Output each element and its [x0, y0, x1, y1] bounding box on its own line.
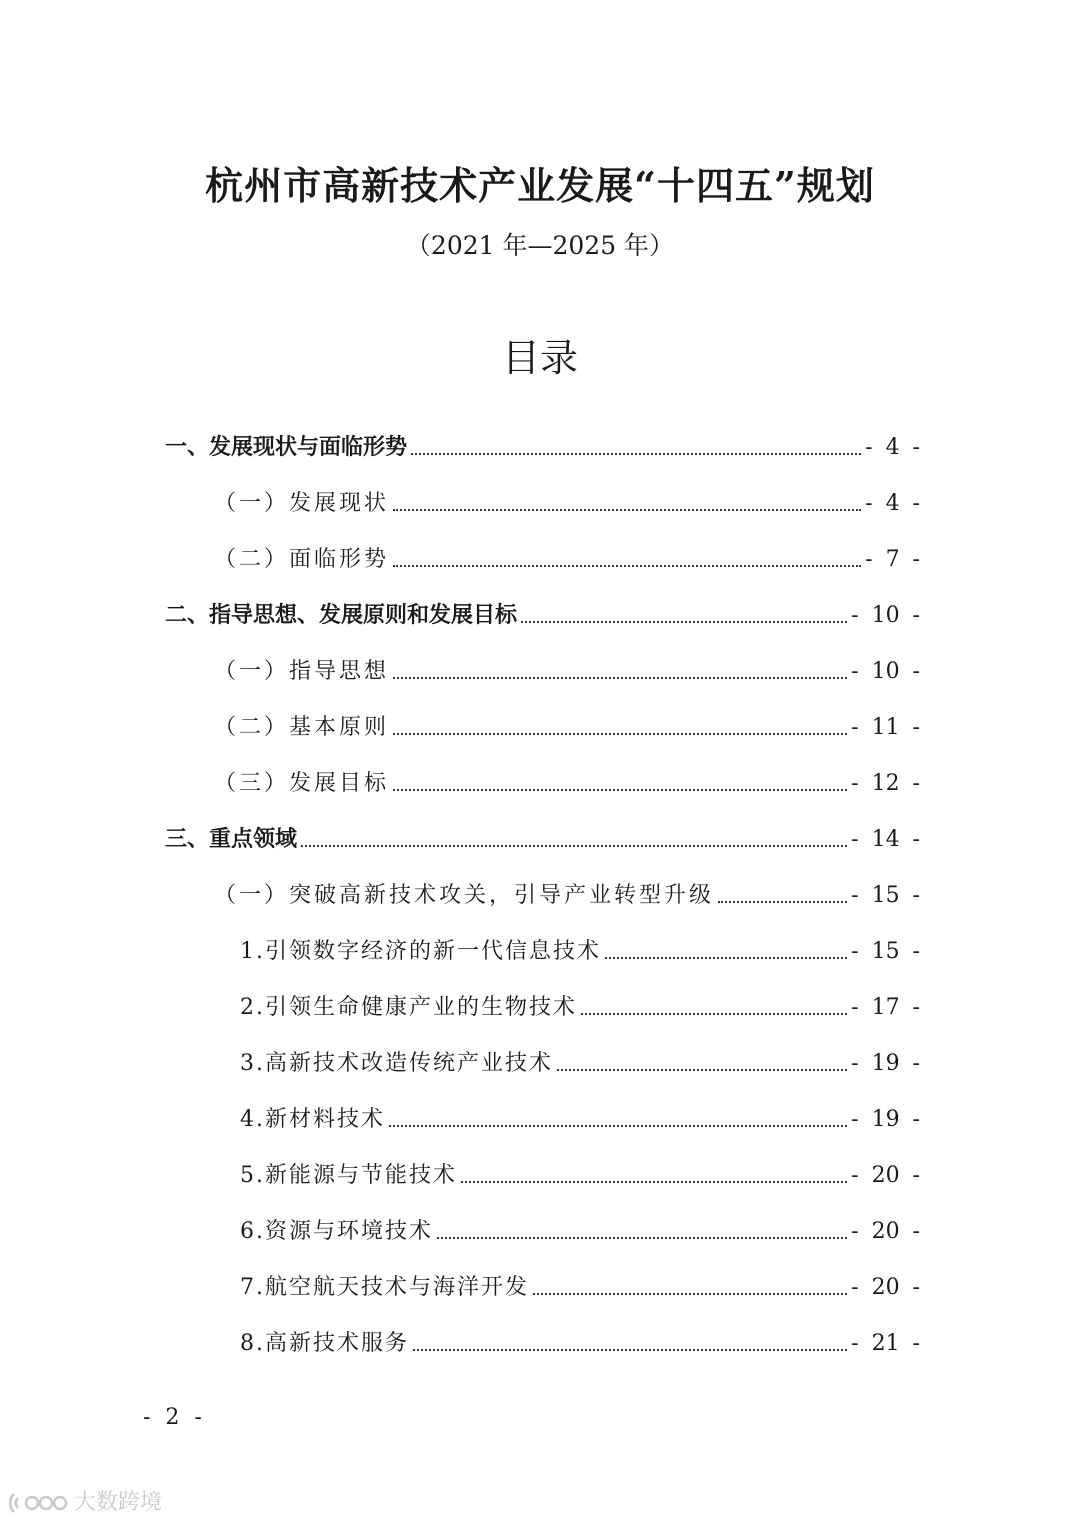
toc-entry-label: （三）发展目标: [214, 771, 390, 796]
toc-entry[interactable]: [240, 1263, 920, 1303]
toc-entry-label: （二）基本原则: [214, 715, 390, 740]
toc-dot-leader: [393, 677, 847, 679]
toc-entry-label: （一）发展现状: [214, 491, 390, 516]
toc-dot-leader: [393, 509, 861, 511]
toc-entry-label: （一）突破高新技术攻关，引导产业转型升级: [214, 883, 715, 908]
toc-dot-leader: [393, 565, 861, 567]
toc-heading: 目录: [501, 336, 578, 380]
document-title: 杭州市高新技术产业发展“十四五”规划: [205, 163, 875, 208]
toc-entry-page: - 20 -: [851, 1219, 920, 1244]
toc-entry[interactable]: [165, 423, 920, 463]
toc-entry-page: - 19 -: [851, 1051, 920, 1076]
toc-dot-leader: [411, 453, 861, 455]
toc-entry-label: 二、指导思想、发展原则和发展目标: [165, 603, 518, 628]
toc-dot-leader: [301, 845, 847, 847]
toc-entry-label: 5.新能源与节能技术: [240, 1163, 457, 1188]
toc-entry-page: - 15 -: [851, 883, 920, 908]
toc-dot-leader: [393, 789, 847, 791]
toc-entry-page: - 20 -: [851, 1163, 920, 1188]
toc-entry-page: - 7 -: [865, 547, 920, 572]
toc-entry[interactable]: [240, 983, 920, 1023]
toc-entry-page: - 10 -: [851, 659, 920, 684]
toc-entry-page: - 15 -: [851, 939, 920, 964]
toc-entry[interactable]: [214, 759, 920, 799]
toc-entry-page: - 21 -: [851, 1331, 920, 1356]
toc-entry-label: 8.高新技术服务: [240, 1331, 409, 1356]
toc-entry-page: - 14 -: [851, 827, 920, 852]
watermark: [8, 1488, 162, 1518]
toc-entry-label: 一、发展现状与面临形势: [165, 435, 408, 460]
toc-entry-label: （二）面临形势: [214, 547, 390, 572]
toc-entry-label: 4.新材料技术: [240, 1107, 385, 1132]
toc-entry-label: （一）指导思想: [214, 659, 390, 684]
watermark-text: 大数跨境: [74, 1490, 163, 1515]
brand-logo-icon: [8, 1490, 68, 1516]
toc-dot-leader: [718, 901, 847, 903]
toc-entry[interactable]: [240, 927, 920, 967]
toc-dot-leader: [461, 1181, 847, 1183]
toc-entry-label: 2.引领生命健康产业的生物技术: [240, 995, 577, 1020]
toc-entry[interactable]: [214, 703, 920, 743]
toc-entry-label: 7.航空航天技术与海洋开发: [240, 1275, 529, 1300]
toc-entry[interactable]: [240, 1039, 920, 1079]
toc-entry[interactable]: [214, 479, 920, 519]
toc-entry[interactable]: [240, 1151, 920, 1191]
toc-entry-page: - 4 -: [865, 435, 920, 460]
toc-dot-leader: [437, 1237, 847, 1239]
toc-entry[interactable]: [214, 647, 920, 687]
page-number: - 2 -: [143, 1405, 202, 1430]
toc-entry-page: - 19 -: [851, 1107, 920, 1132]
document-subtitle: （2021 年—2025 年）: [405, 231, 675, 260]
toc-entry[interactable]: [240, 1095, 920, 1135]
toc-entry[interactable]: [214, 871, 920, 911]
toc-entry[interactable]: [240, 1207, 920, 1247]
toc-entry-label: 6.资源与环境技术: [240, 1219, 433, 1244]
toc-entry[interactable]: [240, 1319, 920, 1359]
toc-entry-page: - 17 -: [851, 995, 920, 1020]
toc-dot-leader: [557, 1069, 847, 1071]
toc-dot-leader: [393, 733, 847, 735]
toc-entry[interactable]: [165, 591, 920, 631]
toc-entry[interactable]: [214, 535, 920, 575]
toc-entry-page: - 4 -: [865, 491, 920, 516]
toc-entry-page: - 11 -: [851, 715, 920, 740]
toc-entry-label: 三、重点领域: [165, 827, 298, 852]
toc-dot-leader: [389, 1125, 847, 1127]
toc-dot-leader: [521, 621, 847, 623]
toc-dot-leader: [413, 1349, 847, 1351]
toc-entry-page: - 12 -: [851, 771, 920, 796]
toc-entry-page: - 10 -: [851, 603, 920, 628]
toc-dot-leader: [581, 1013, 847, 1015]
toc-entry-label: 1.引领数字经济的新一代信息技术: [240, 939, 601, 964]
toc-dot-leader: [605, 957, 847, 959]
toc-entry-page: - 20 -: [851, 1275, 920, 1300]
toc-dot-leader: [533, 1293, 847, 1295]
toc-entry-label: 3.高新技术改造传统产业技术: [240, 1051, 553, 1076]
toc-entry[interactable]: [165, 815, 920, 855]
